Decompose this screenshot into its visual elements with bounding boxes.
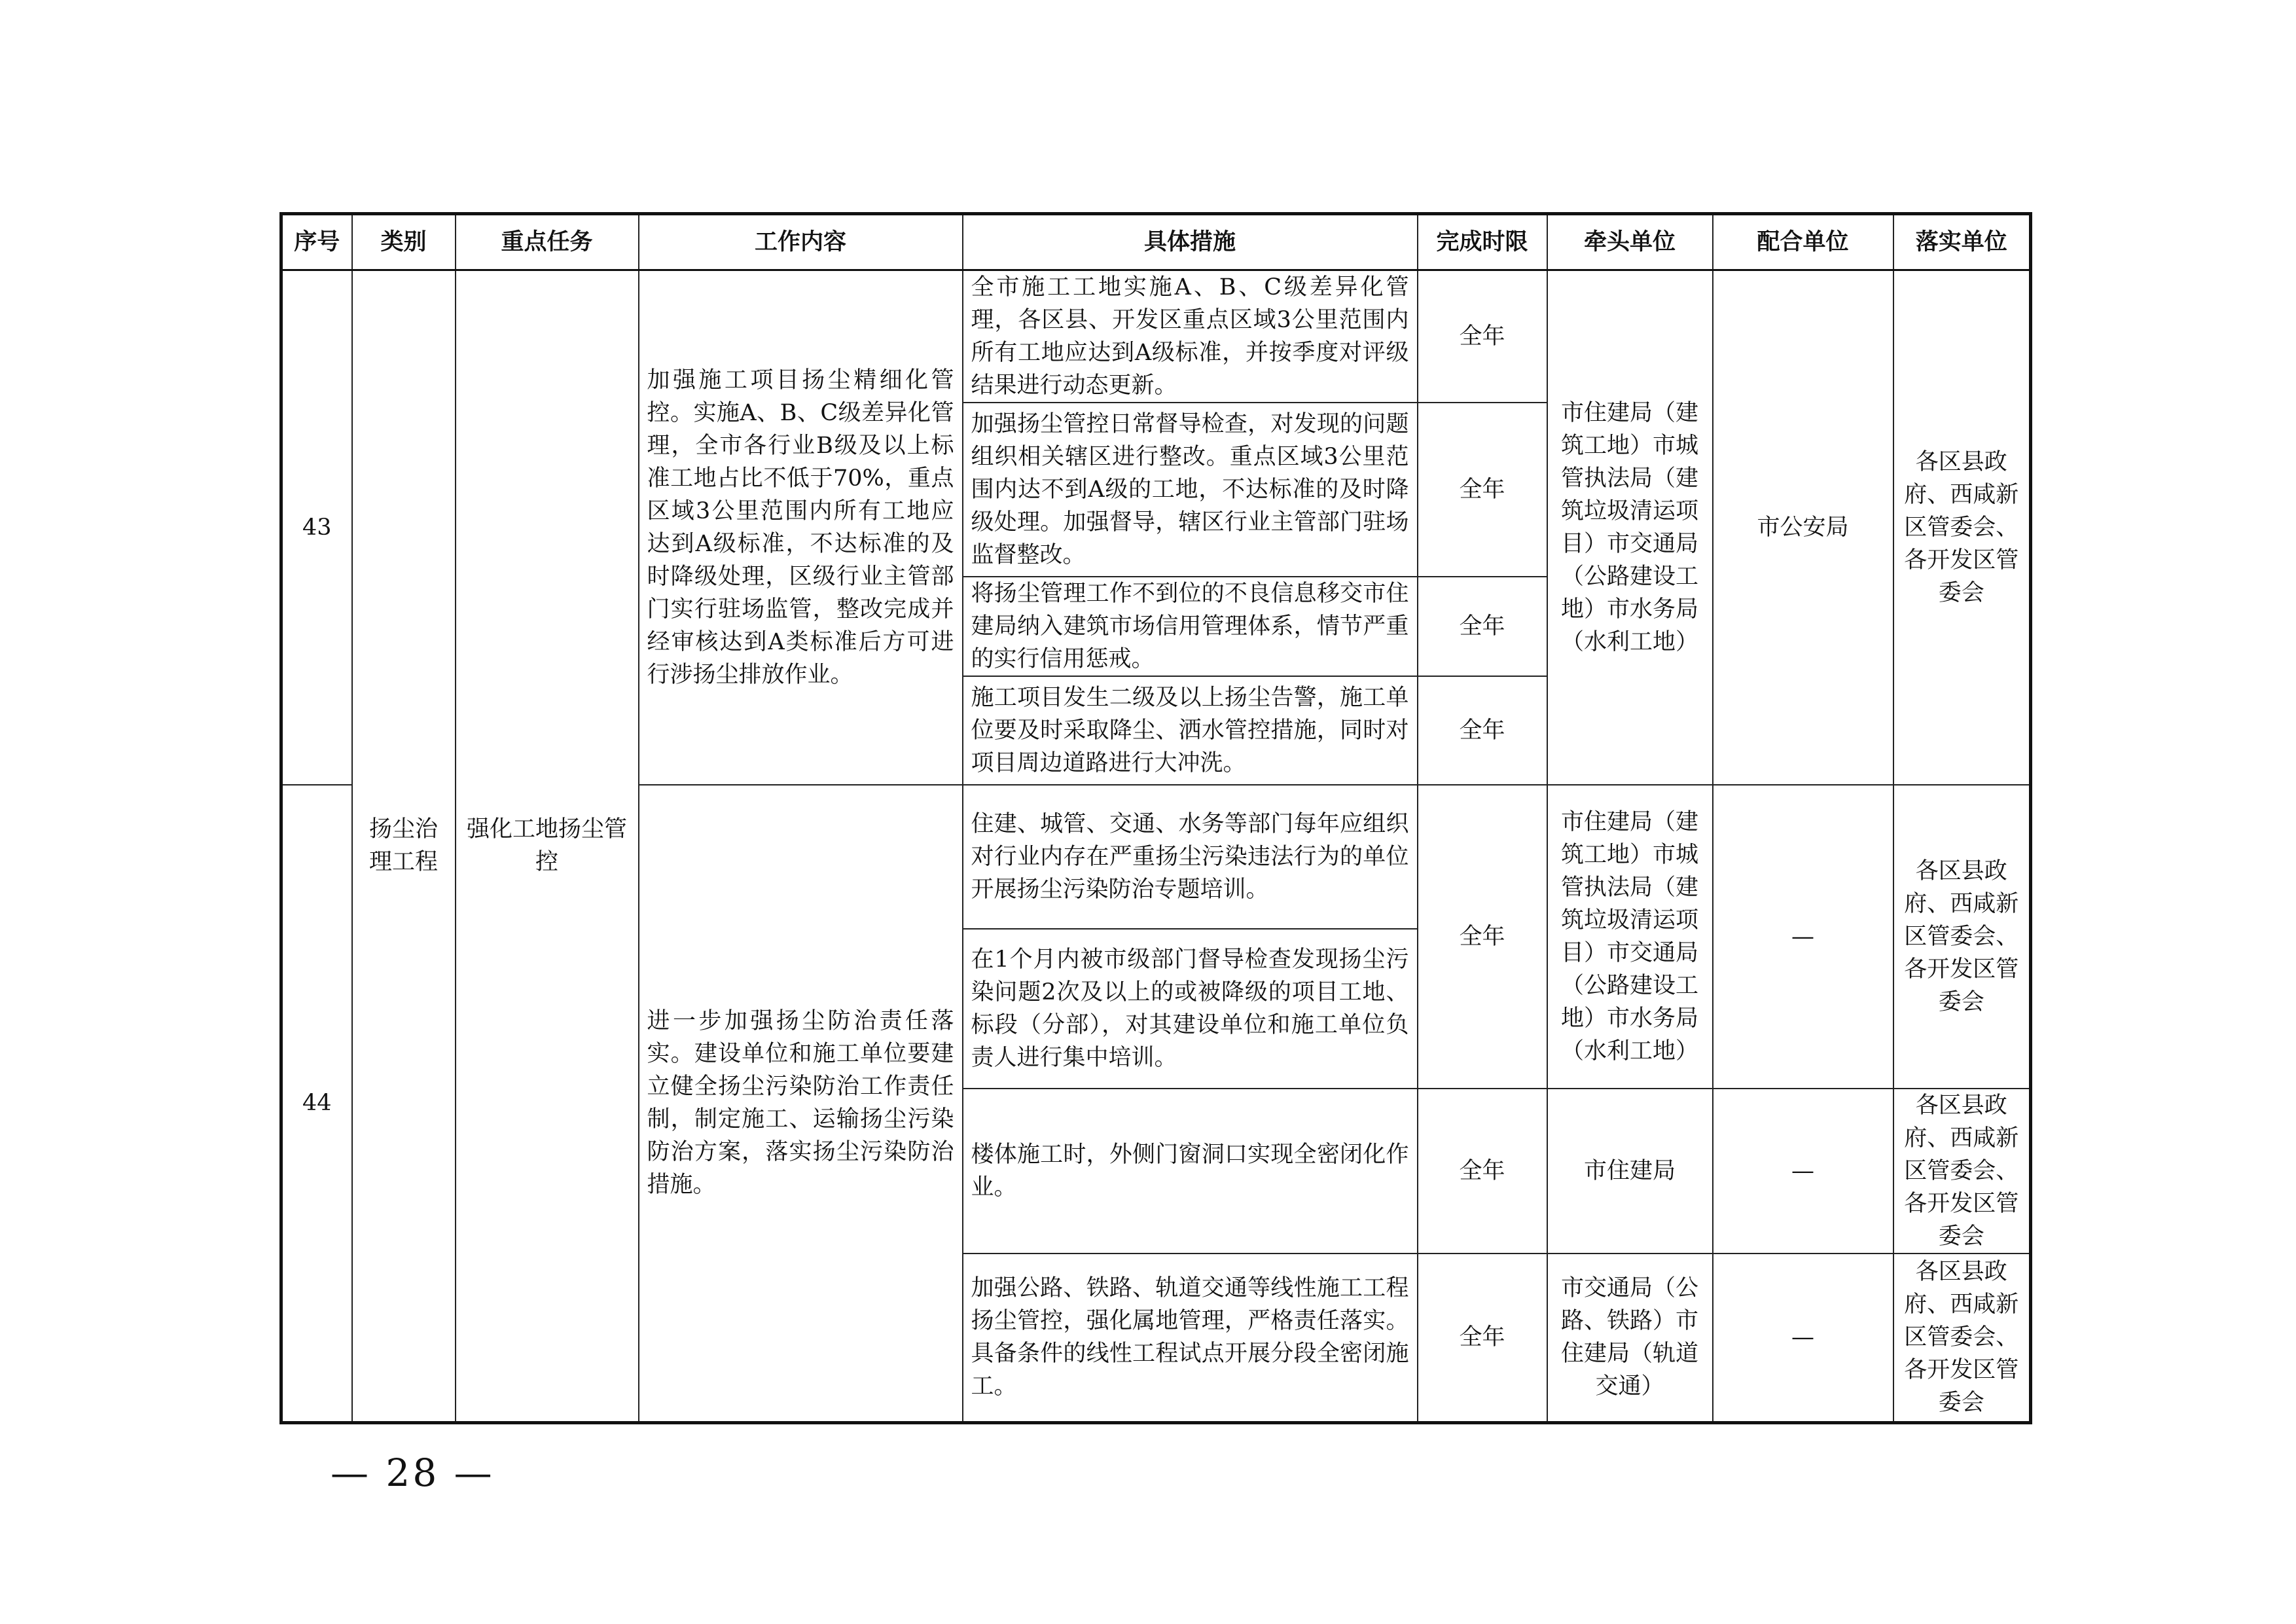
- implementer-cell: 各区县政府、西咸新区管委会、各开发区管委会: [1893, 1254, 2031, 1422]
- deadline-cell: 全年: [1418, 1254, 1547, 1422]
- lead-unit-cell: 市住建局（建筑工地）市城管执法局（建筑垃圾清运项目）市交通局（公路建设工地）市水务局（水利工地）: [1547, 270, 1713, 785]
- lead-unit-cell: 市住建局: [1547, 1089, 1713, 1254]
- deadline-cell: 全年: [1418, 270, 1547, 403]
- category-cell: 扬尘治理工程: [352, 270, 456, 1423]
- support-unit-cell: —: [1713, 1089, 1893, 1254]
- header-cell-lead: 牵头单位: [1547, 214, 1713, 270]
- deadline-cell: 全年: [1418, 1089, 1547, 1254]
- work-content-cell: 加强施工项目扬尘精细化管控。实施A、B、C级差异化管理，全市各行业B级及以上标准工地占比不低于70%，重点区域3公里范围内所有工地应达到A级标准，不达标准的及时降级处理，区级行业主管部门实行驻场监管，整改完成并经审核达到A类标准后方可进行涉扬尘排放作业。: [639, 270, 963, 785]
- header-cell-no: 序号: [281, 214, 352, 270]
- measure-cell: 全市施工工地实施A、B、C级差异化管理，各区县、开发区重点区域3公里范围内所有工地应达到A级标准，并按季度对评级结果进行动态更新。: [963, 270, 1418, 403]
- support-unit-cell: —: [1713, 785, 1893, 1089]
- table-header-row: [281, 214, 2031, 270]
- task-table: [279, 212, 2032, 1424]
- measure-cell: 加强公路、铁路、轨道交通等线性施工工程扬尘管控，强化属地管理，严格责任落实。具备条件的线性工程试点开展分段全密闭施工。: [963, 1254, 1418, 1422]
- measure-cell: 住建、城管、交通、水务等部门每年应组织对行业内存在严重扬尘污染违法行为的单位开展扬尘污染防治专题培训。: [963, 785, 1418, 929]
- lead-unit-cell: 市住建局（建筑工地）市城管执法局（建筑垃圾清运项目）市交通局（公路建设工地）市水务局（水利工地）: [1547, 785, 1713, 1089]
- row-number: 43: [281, 270, 352, 785]
- implementer-cell: 各区县政府、西咸新区管委会、各开发区管委会: [1893, 270, 2031, 785]
- implementer-cell: 各区县政府、西咸新区管委会、各开发区管委会: [1893, 1089, 2031, 1254]
- key-task-cell: 强化工地扬尘管控: [456, 270, 639, 1423]
- deadline-cell: 全年: [1418, 577, 1547, 676]
- implementer-cell: 各区县政府、西咸新区管委会、各开发区管委会: [1893, 785, 2031, 1089]
- deadline-cell: 全年: [1418, 676, 1547, 785]
- header-cell-measures: 具体措施: [963, 214, 1418, 270]
- measure-cell: 在1个月内被市级部门督导检查发现扬尘污染问题2次及以上的或被降级的项目工地、标段（分部），对其建设单位和施工单位负责人进行集中培训。: [963, 929, 1418, 1089]
- measure-cell: 将扬尘管理工作不到位的不良信息移交市住建局纳入建筑市场信用管理体系，情节严重的实行信用惩戒。: [963, 577, 1418, 676]
- measure-cell: 施工项目发生二级及以上扬尘告警，施工单位要及时采取降尘、洒水管控措施，同时对项目周边道路进行大冲洗。: [963, 676, 1418, 785]
- measure-cell: 楼体施工时，外侧门窗洞口实现全密闭化作业。: [963, 1089, 1418, 1254]
- header-cell-deadline: 完成时限: [1418, 214, 1547, 270]
- page-number: — 28 —: [331, 1451, 495, 1495]
- support-unit-cell: 市公安局: [1713, 270, 1893, 785]
- deadline-cell: 全年: [1418, 403, 1547, 577]
- support-unit-cell: —: [1713, 1254, 1893, 1422]
- work-content-cell: 进一步加强扬尘防治责任落实。建设单位和施工单位要建立健全扬尘污染防治工作责任制，制定施工、运输扬尘污染防治方案，落实扬尘污染防治措施。: [639, 785, 963, 1422]
- header-cell-category: 类别: [352, 214, 456, 270]
- row-number: 44: [281, 785, 352, 1422]
- header-cell-key-task: 重点任务: [456, 214, 639, 270]
- lead-unit-cell: 市交通局（公路、铁路）市住建局（轨道交通）: [1547, 1254, 1713, 1422]
- header-cell-content: 工作内容: [639, 214, 963, 270]
- header-cell-implementer: 落实单位: [1893, 214, 2031, 270]
- table-row: [281, 270, 2031, 403]
- measure-cell: 加强扬尘管控日常督导检查，对发现的问题组织相关辖区进行整改。重点区域3公里范围内达不到A级的工地，不达标准的及时降级处理。加强督导，辖区行业主管部门驻场监督整改。: [963, 403, 1418, 577]
- deadline-cell: 全年: [1418, 785, 1547, 1089]
- header-cell-support: 配合单位: [1713, 214, 1893, 270]
